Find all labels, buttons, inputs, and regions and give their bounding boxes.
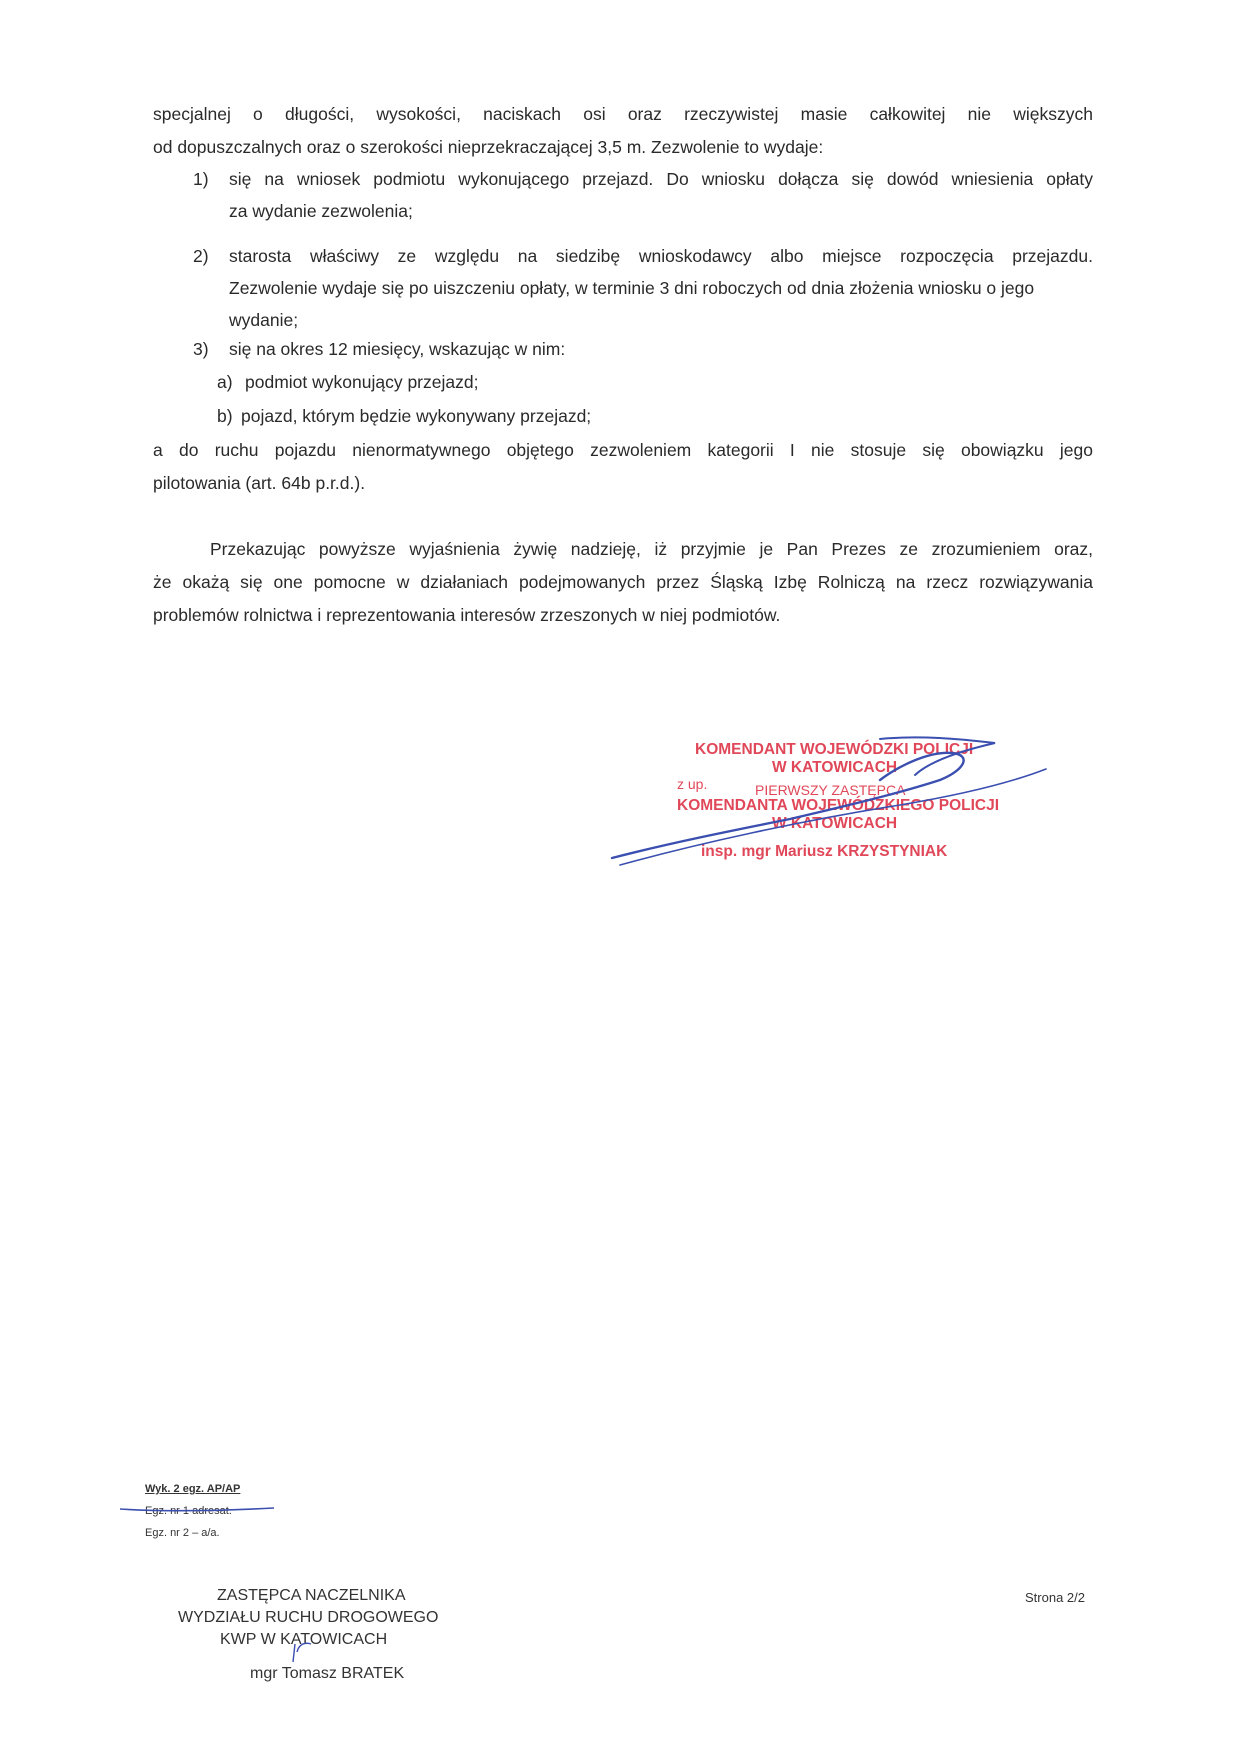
stamp-line: W KATOWICACH [772,815,898,832]
text-line: że okażą się one pomocne w działaniach podejmowanych przez Śląską Izbę Rolniczą na rzecz rozwiązywania [153,572,1093,592]
list-number: 3) [193,339,209,359]
text-line: problemów rolnictwa i reprezentowania interesów zrzeszonych w niej podmiotów. [153,605,781,625]
text-line: Przekazując powyższe wyjaśnienia żywię nadzieję, iż przyjmie je Pan Prezes ze zrozumieniem oraz, [210,539,1093,559]
text-line: a do ruchu pojazdu nienormatywnego objętego zezwoleniem kategorii I nie stosuje się obowiązku jego [153,440,1093,460]
stamp-line: KWP W KATOWICACH [220,1631,388,1648]
text-line: pojazd, którym będzie wykonywany przejazd; [241,406,592,426]
paragraph-intro [153,98,1093,164]
list-letter: b) [217,406,233,426]
stamp-line: mgr Tomasz BRATEK [250,1665,405,1682]
list-letter: a) [217,372,233,392]
stamp-line: W KATOWICACH [772,759,898,776]
text-line: Zezwolenie wydaje się po uiszczeniu opłaty, w terminie 3 dni roboczych od dnia złożenia wniosku o jego [229,278,1035,298]
signature-drawing [600,725,1060,875]
copies-header: Wyk. 2 egz. AP/AP [145,1483,241,1495]
text-line: wydanie; [229,310,299,330]
stamp-line: KOMENDANTA WOJEWÓDZKIEGO POLICJI [677,797,1000,814]
paragraph-closing [153,533,1093,632]
copies-line: Egz. nr 2 – a/a. [145,1527,220,1539]
text-line: się na okres 12 miesięcy, wskazując w nim: [229,339,566,359]
paragraph-note [153,434,1093,500]
text-line: się na wniosek podmiotu wykonującego przejazd. Do wniosku dołącza się dowód wniesienia opłaty [229,169,1093,189]
signature-underline [118,1503,278,1515]
stamp-line: insp. mgr Mariusz KRZYSTYNIAK [701,843,948,860]
text-line: za wydanie zezwolenia; [229,201,413,221]
list-number: 2) [193,246,209,266]
text-line: starosta właściwy ze względu na siedzibę wnioskodawcy albo miejsce rozpoczęcia przejazdu. [229,246,1093,266]
text-line: podmiot wykonujący przejazd; [245,372,479,392]
stamp-line: KOMENDANT WOJEWÓDZKI POLICJI [695,741,974,758]
initials-mark [285,1638,315,1666]
page-number: Strona 2/2 [1025,1590,1085,1605]
copies-line: Egz. nr 1 adresat. [145,1505,232,1517]
stamp-line: PIERWSZY ZASTĘPCA [755,782,906,798]
stamp-line: ZASTĘPCA NACZELNIKA [217,1587,406,1604]
list-number: 1) [193,169,209,189]
text-line: specjalnej o długości, wysokości, naciskach osi oraz rzeczywistej masie całkowitej nie większych [153,104,1093,124]
stamp-line: z up. [677,776,708,792]
text-line: od dopuszczalnych oraz o szerokości nieprzekraczającej 3,5 m. Zezwolenie to wydaje: [153,137,824,157]
text-line: pilotowania (art. 64b p.r.d.). [153,473,366,493]
stamp-line: WYDZIAŁU RUCHU DROGOWEGO [178,1609,439,1626]
